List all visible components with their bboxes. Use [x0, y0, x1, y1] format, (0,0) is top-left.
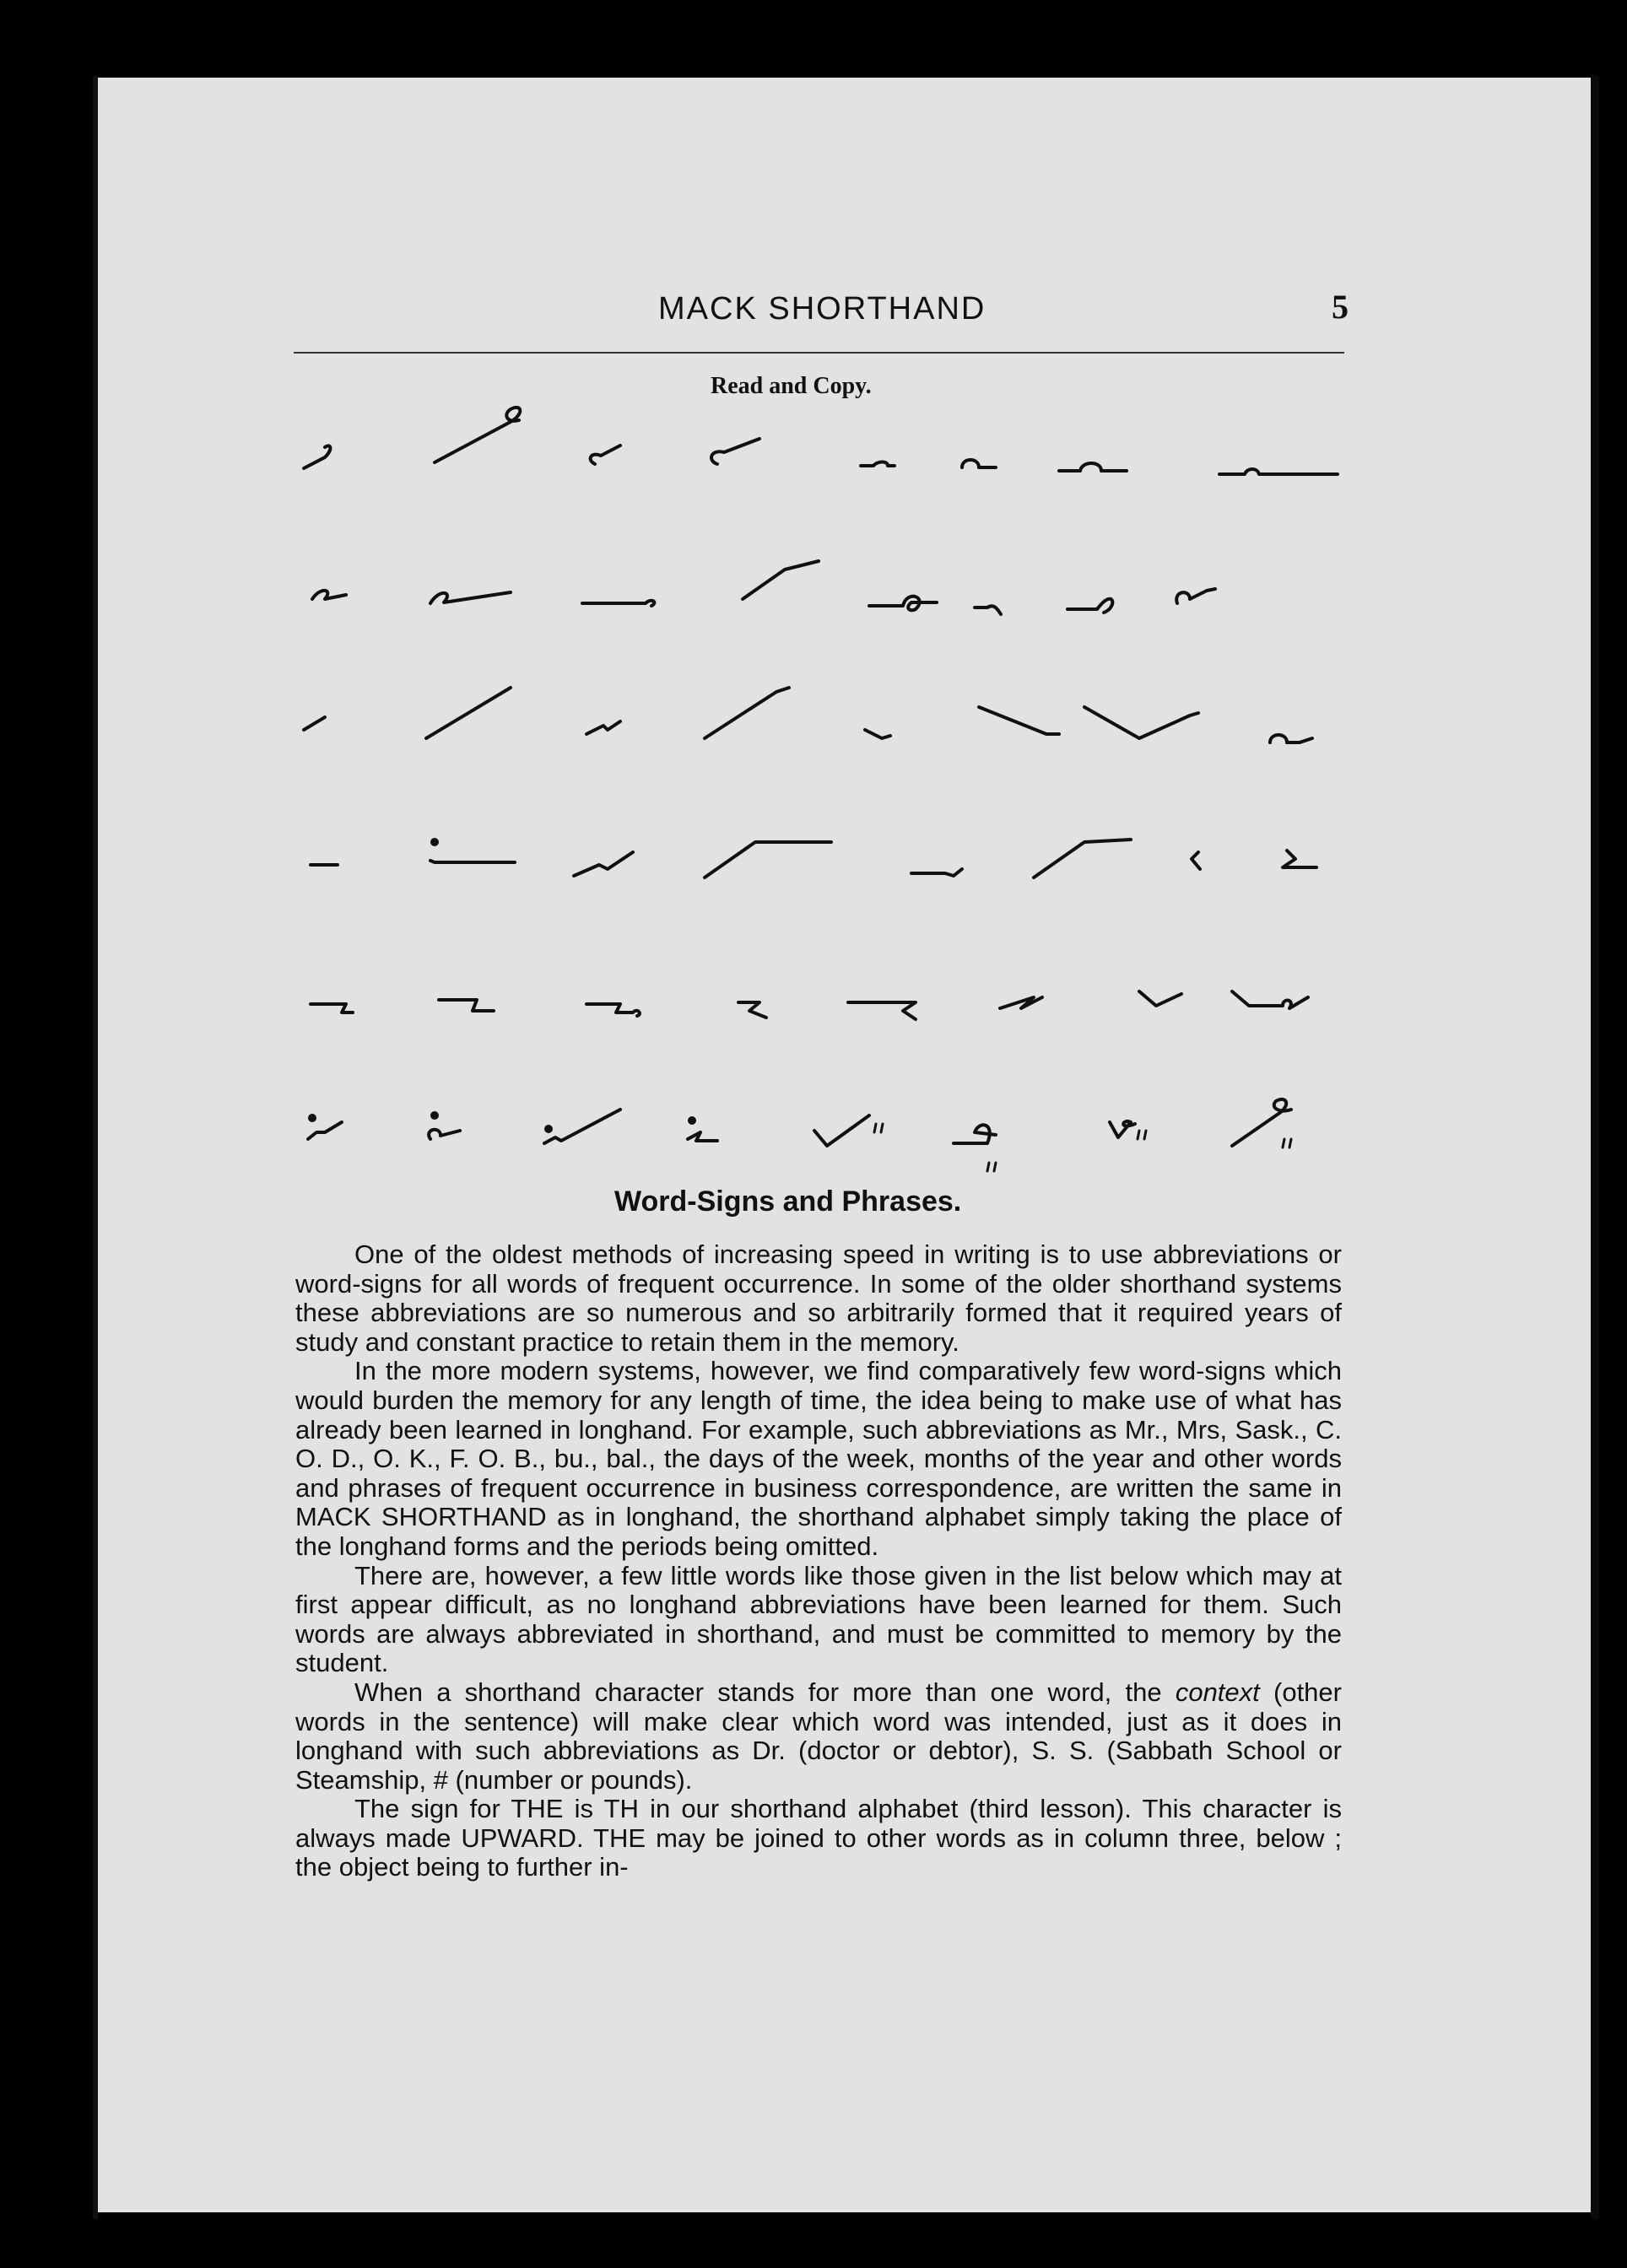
shorthand-drill-figure [287, 397, 1367, 1173]
drill-row-3 [304, 688, 1312, 742]
paragraph-4-emphasis: context [1175, 1677, 1260, 1707]
header-rule [294, 352, 1344, 354]
paragraph-5: The sign for THE is TH in our shorthand alphabet (third lesson). This character is always made UPWARD. THE may be joined to other words as in column three, below ; the object being to further in- [295, 1794, 1342, 1882]
paragraph-4-start: When a shorthand character stands for more than one word, the [354, 1677, 1176, 1707]
paragraph-4 [295, 1678, 1342, 1795]
exercise-title: Read and Copy. [711, 373, 872, 399]
section-title: Word-Signs and Phrases. [614, 1185, 962, 1218]
paragraph-1: One of the oldest methods of increasing speed in writing is to use abbreviations or word-signs for all words of frequent occurrence. In some of the older shorthand systems these abbreviations are so numerous and so arbitrarily formed that it required years of study and constant practice to retain them in the memory. [295, 1239, 1342, 1357]
drill-row-4 [311, 840, 1316, 878]
scan-right-edge [1591, 76, 1599, 2219]
drill-row-2 [312, 561, 1215, 614]
drill-row-5 [311, 991, 1308, 1019]
paragraph-2: In the more modern systems, however, we find comparatively few word-signs which would burden the memory for any length of time, the idea being to make use of what has already been learned in longhand. For example, such abbreviations as Mr., Mrs, Sask., C. O. D., O. K., F. O. B., bu., bal., the days of the week, months of the year and other words and phrases of frequent occurrence in business correspondence, are written the same in MACK SHORTHAND as in longhand, the shorthand alphabet simply taking the place of the longhand forms and the periods being omitted. [295, 1356, 1342, 1561]
drill-row-1 [304, 408, 1338, 474]
scan-left-edge [93, 76, 98, 2219]
page-number: 5 [1332, 288, 1349, 326]
paragraph-3: There are, however, a few little words like those given in the list below which may at first appear difficult, as no longhand abbreviations have been learned for them. Such words are always abbreviated in shorthand, and must be committed to memory by the student. [295, 1560, 1342, 1678]
paragraph-4-end: (other words in the sentence) will make clear which word was intended, just as it does in longhand with such abbreviations as Dr. (doctor or debtor), S. S. (Sabbath School or Steamship, # (number or pounds). [295, 1677, 1342, 1795]
running-head: MACK SHORTHAND [658, 291, 986, 327]
drill-row-6 [308, 1099, 1291, 1171]
body-text [295, 1240, 1342, 1882]
